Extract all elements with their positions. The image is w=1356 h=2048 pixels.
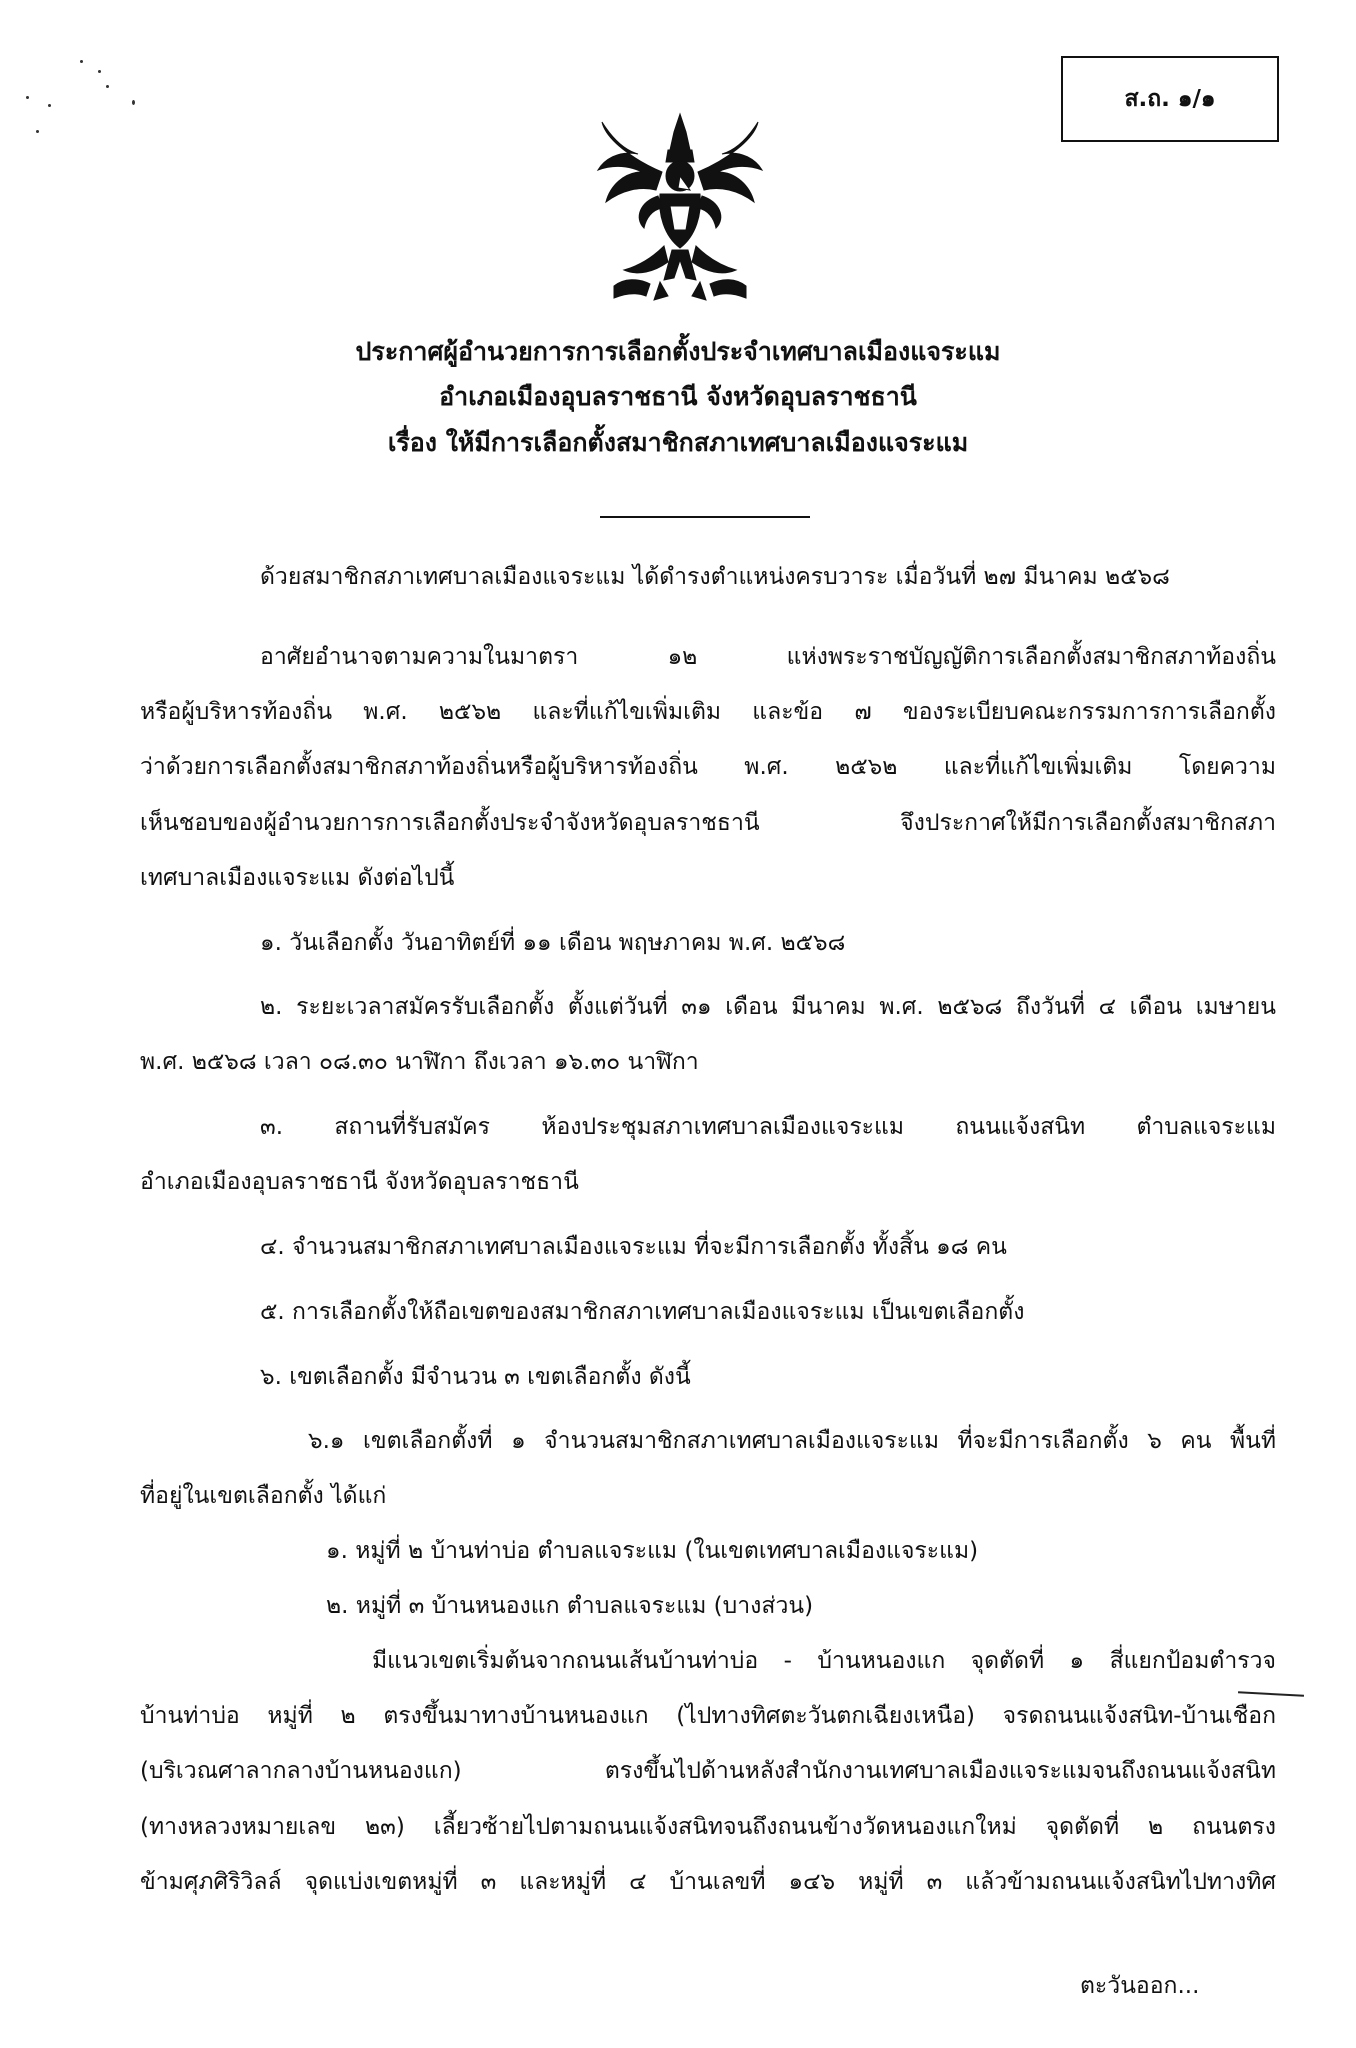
scan-speck	[48, 104, 51, 107]
authority-paragraph-line-5: เทศบาลเมืองแจระแม ดังต่อไปนี้	[140, 865, 455, 891]
intro-paragraph: ด้วยสมาชิกสภาเทศบาลเมืองแจระแม ได้ดำรงตำแหน่งครบวาระ เมื่อวันที่ ๒๗ มีนาคม ๒๕๖๘	[260, 564, 1170, 590]
authority-paragraph-line-3: ว่าด้วยการเลือกตั้งสมาชิกสภาท้องถิ่นหรือผู้บริหารท้องถิ่น พ.ศ. ๒๕๖๒ และที่แก้ไขเพิ่มเติม โดยความ	[140, 754, 1276, 780]
item-member-count: ๔. จำนวนสมาชิกสภาเทศบาลเมืองแจระแม ที่จะมีการเลือกตั้ง ทั้งสิ้น ๑๘ คน	[260, 1234, 1007, 1260]
scan-speck	[80, 60, 83, 63]
boundary-description-line-5: ข้ามศุภศิริวิลล์ จุดแบ่งเขตหมู่ที่ ๓ และหมู่ที่ ๔ บ้านเลขที่ ๑๔๖ หมู่ที่ ๓ แล้วข้ามถนนแจ้งสนิทไปทางทิศ	[140, 1869, 1276, 1895]
scan-speck	[26, 96, 29, 99]
item-registration-place-line-2: อำเภอเมืองอุบลราชธานี จังหวัดอุบลราชธานี	[140, 1169, 579, 1195]
document-code: ส.ถ. ๑/๑	[1124, 86, 1216, 112]
item-constituency-basis: ๕. การเลือกตั้งให้ถือเขตของสมาชิกสภาเทศบาลเมืองแจระแม เป็นเขตเลือกตั้ง	[260, 1299, 1025, 1325]
item-constituencies: ๖. เขตเลือกตั้ง มีจำนวน ๓ เขตเลือกตั้ง ดังนี้	[260, 1364, 691, 1390]
scan-speck	[132, 100, 135, 105]
item-registration-period-line-2: พ.ศ. ๒๕๖๘ เวลา ๐๘.๓๐ นาฬิกา ถึงเวลา ๑๖.๓๐ นาฬิกา	[140, 1049, 699, 1075]
announcement-title-line-2: อำเภอเมืองอุบลราชธานี จังหวัดอุบลราชธานี	[439, 382, 917, 411]
authority-paragraph-line-1: อาศัยอำนาจตามความในมาตรา ๑๒ แห่งพระราชบัญญัติการเลือกตั้งสมาชิกสภาท้องถิ่น	[260, 644, 1276, 670]
item-registration-place-line-1: ๓. สถานที่รับสมัคร ห้องประชุมสภาเทศบาลเมืองแจระแม ถนนแจ้งสนิท ตำบลแจระแม	[260, 1114, 1276, 1140]
authority-paragraph-line-4: เห็นชอบของผู้อำนวยการการเลือกตั้งประจำจังหวัดอุบลราชธานี จึงประกาศให้มีการเลือกตั้งสมาชิกสภา	[140, 810, 1276, 836]
scan-speck	[36, 130, 39, 133]
document-code-box	[1061, 56, 1279, 142]
constituency-1-line-2: ที่อยู่ในเขตเลือกตั้ง ได้แก่	[140, 1483, 387, 1509]
scan-speck	[98, 70, 101, 73]
title-divider	[600, 516, 810, 518]
item-registration-period-line-1: ๒. ระยะเวลาสมัครรับเลือกตั้ง ตั้งแต่วันที่ ๓๑ เดือน มีนาคม พ.ศ. ๒๕๖๘ ถึงวันที่ ๔ เดือน เมษายน	[260, 994, 1276, 1020]
announcement-subject: เรื่อง ให้มีการเลือกตั้งสมาชิกสภาเทศบาลเมืองแจระแม	[387, 428, 969, 457]
margin-pen-mark	[1238, 1691, 1304, 1696]
boundary-description-line-1: มีแนวเขตเริ่มต้นจากถนนเส้นบ้านท่าบ่อ - บ้านหนองแก จุดตัดที่ ๑ สี่แยกป้อมตำรวจ	[372, 1648, 1276, 1674]
item-election-date: ๑. วันเลือกตั้ง วันอาทิตย์ที่ ๑๑ เดือน พฤษภาคม พ.ศ. ๒๕๖๘	[260, 930, 846, 956]
boundary-description-line-3: (บริเวณศาลากลางบ้านหนองแก) ตรงขึ้นไปด้านหลังสำนักงานเทศบาลเมืองแจระแมจนถึงถนนแจ้งสนิท	[140, 1758, 1276, 1784]
authority-paragraph-line-2: หรือผู้บริหารท้องถิ่น พ.ศ. ๒๕๖๒ และที่แก้ไขเพิ่มเติม และข้อ ๗ ของระเบียบคณะกรรมการการเลือกตั้ง	[140, 699, 1276, 725]
constituency-1-area-2: ๒. หมู่ที่ ๓ บ้านหนองแก ตำบลแจระแม (บางส่วน)	[326, 1593, 814, 1619]
boundary-description-line-4: (ทางหลวงหมายเลข ๒๓) เลี้ยวซ้ายไปตามถนนแจ้งสนิทจนถึงถนนข้างวัดหนองแกใหม่ จุดตัดที่ ๒ ถนนตรง	[140, 1814, 1276, 1840]
announcement-title-line-1: ประกาศผู้อำนวยการการเลือกตั้งประจำเทศบาลเมืองแจระแม	[355, 337, 1001, 366]
garuda-emblem-icon	[594, 110, 766, 302]
constituency-1-line-1: ๖.๑ เขตเลือกตั้งที่ ๑ จำนวนสมาชิกสภาเทศบาลเมืองแจระแม ที่จะมีการเลือกตั้ง ๖ คน พื้นที่	[308, 1428, 1276, 1454]
boundary-description-line-2: บ้านท่าบ่อ หมู่ที่ ๒ ตรงขึ้นมาทางบ้านหนองแก (ไปทางทิศตะวันตกเฉียงเหนือ) จรดถนนแจ้งสนิท-บ้านเชือก	[140, 1703, 1276, 1729]
scan-speck	[106, 85, 109, 88]
constituency-1-area-1: ๑. หมู่ที่ ๒ บ้านท่าบ่อ ตำบลแจระแม (ในเขตเทศบาลเมืองแจระแม)	[326, 1538, 979, 1564]
continued-on-next-page: ตะวันออก...	[1080, 1973, 1200, 1999]
